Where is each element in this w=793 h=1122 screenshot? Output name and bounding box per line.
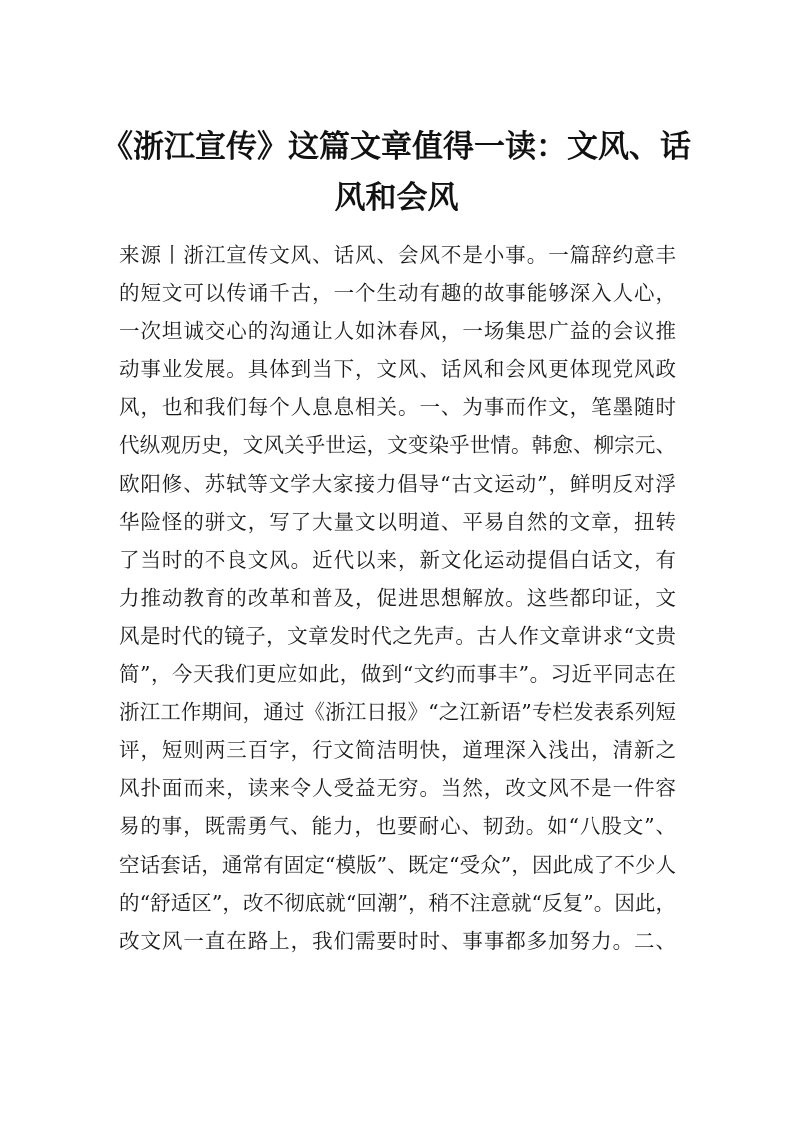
body-line: 易的事，既需勇气、能力，也要耐心、韧劲。如“八股文”、: [119, 814, 676, 839]
body-line: 来源丨浙江宣传文风、话风、会风不是小事。一篇辞约意丰: [119, 243, 676, 267]
title-line-1: 《浙江宣传》这篇文章值得一读：文风、话: [102, 129, 691, 165]
body-line: 了当时的不良文风。近代以来，新文化运动提倡白话文，有: [119, 547, 676, 572]
body-line: 代纵观历史，文风关乎世运，文变染乎世情。韩愈、柳宗元、: [119, 433, 676, 458]
body-line: 空话套话，通常有固定“模版”、既定“受众”，因此成了不少人: [119, 852, 676, 877]
body-line: 风扑面而来，读来令人受益无穷。当然，改文风不是一件容: [119, 776, 676, 801]
article-body: [119, 236, 676, 960]
body-line: 浙江工作期间，通过《浙江日报》“之江新语”专栏发表系列短: [119, 700, 676, 725]
body-line: 动事业发展。具体到当下，文风、话风和会风更体现党风政: [119, 357, 676, 382]
body-line: 一次坦诚交心的沟通让人如沐春风，一场集思广益的会议推: [119, 319, 676, 344]
body-line: 简”，今天我们更应如此，做到“文约而事丰”。习近平同志在: [119, 662, 676, 687]
body-line: 风，也和我们每个人息息相关。一、为事而作文，笔墨随时: [119, 395, 676, 420]
body-line: 评，短则两三百字，行文简洁明快，道理深入浅出，清新之: [119, 738, 676, 763]
body-line: 的“舒适区”，改不彻底就“回潮”，稍不注意就“反复”。因此，: [119, 890, 676, 915]
body-line: 改文风一直在路上，我们需要时时、事事都多加努力。二、: [119, 928, 676, 953]
body-line: 的短文可以传诵千古，一个生动有趣的故事能够深入人心，: [119, 281, 676, 306]
article-title: [100, 122, 693, 224]
body-line: 力推动教育的改革和普及，促进思想解放。这些都印证，文: [119, 585, 676, 610]
body-line: 欧阳修、苏轼等文学大家接力倡导“古文运动”，鲜明反对浮: [119, 471, 676, 496]
title-line-2: 风和会风: [334, 180, 459, 216]
body-line: 风是时代的镜子，文章发时代之先声。古人作文章讲求“文贵: [119, 623, 676, 648]
body-line: 华险怪的骈文，写了大量文以明道、平易自然的文章，扭转: [119, 509, 676, 534]
